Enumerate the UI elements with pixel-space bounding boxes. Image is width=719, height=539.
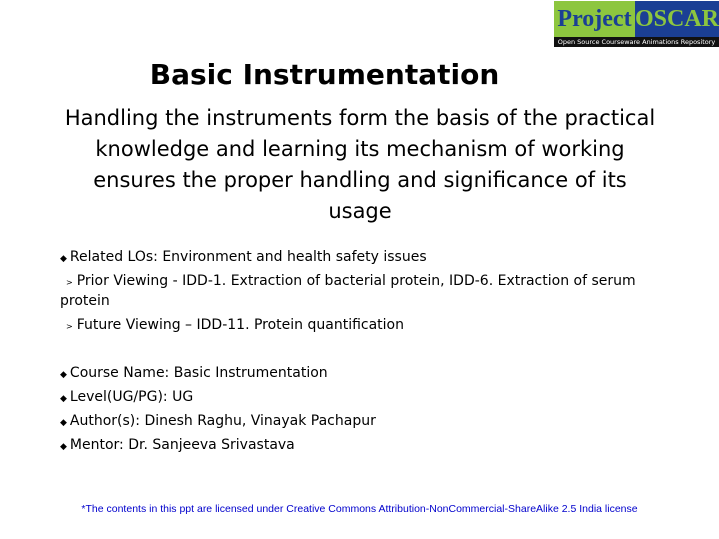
arrow-bullet-icon: > [66, 278, 73, 287]
item-text: Mentor: Dr. Sanjeeva Srivastava [69, 437, 295, 453]
item-text: Future Viewing – IDD-11. Protein quantification [76, 317, 404, 333]
diamond-bullet-icon: ◆ [60, 418, 67, 428]
list-item [60, 317, 404, 333]
list-item [60, 389, 193, 405]
subtitle: Handling the instruments form the basis of the practical knowledge and learning its mechanism of working ensures the proper handling and significance of its usage [64, 106, 656, 223]
diamond-bullet-icon: ◆ [60, 394, 67, 404]
logo-oscar: OSCAR [635, 1, 719, 37]
item-text: Related LOs: Environment and health safety issues [69, 249, 427, 265]
license-footer: *The contents in this ppt are licensed under Creative Commons Attribution-NonCommercial-ShareAlike 2.5 India license [81, 503, 638, 515]
project-oscar-logo [554, 1, 719, 47]
list-item [60, 365, 328, 381]
item-text: protein [60, 293, 110, 309]
title-text: Basic Instrumentation [149, 58, 500, 91]
diamond-bullet-icon: ◆ [60, 254, 67, 264]
list-item-continued [60, 293, 110, 309]
list-item [60, 437, 295, 453]
diamond-bullet-icon: ◆ [60, 370, 67, 380]
list-item [60, 273, 636, 289]
item-text: Course Name: Basic Instrumentation [69, 365, 328, 381]
list-item [60, 249, 427, 265]
logo-project: Project [554, 1, 635, 37]
item-text: Prior Viewing - IDD-1. Extraction of bacterial protein, IDD-6. Extraction of serum [76, 273, 636, 289]
list-item [60, 413, 376, 429]
page-title [0, 58, 719, 91]
logo-tagline: Open Source Courseware Animations Repository [554, 37, 719, 47]
item-text: Author(s): Dinesh Raghu, Vinayak Pachapur [69, 413, 376, 429]
arrow-bullet-icon: > [66, 322, 73, 331]
diamond-bullet-icon: ◆ [60, 442, 67, 452]
item-text: Level(UG/PG): UG [69, 389, 194, 405]
